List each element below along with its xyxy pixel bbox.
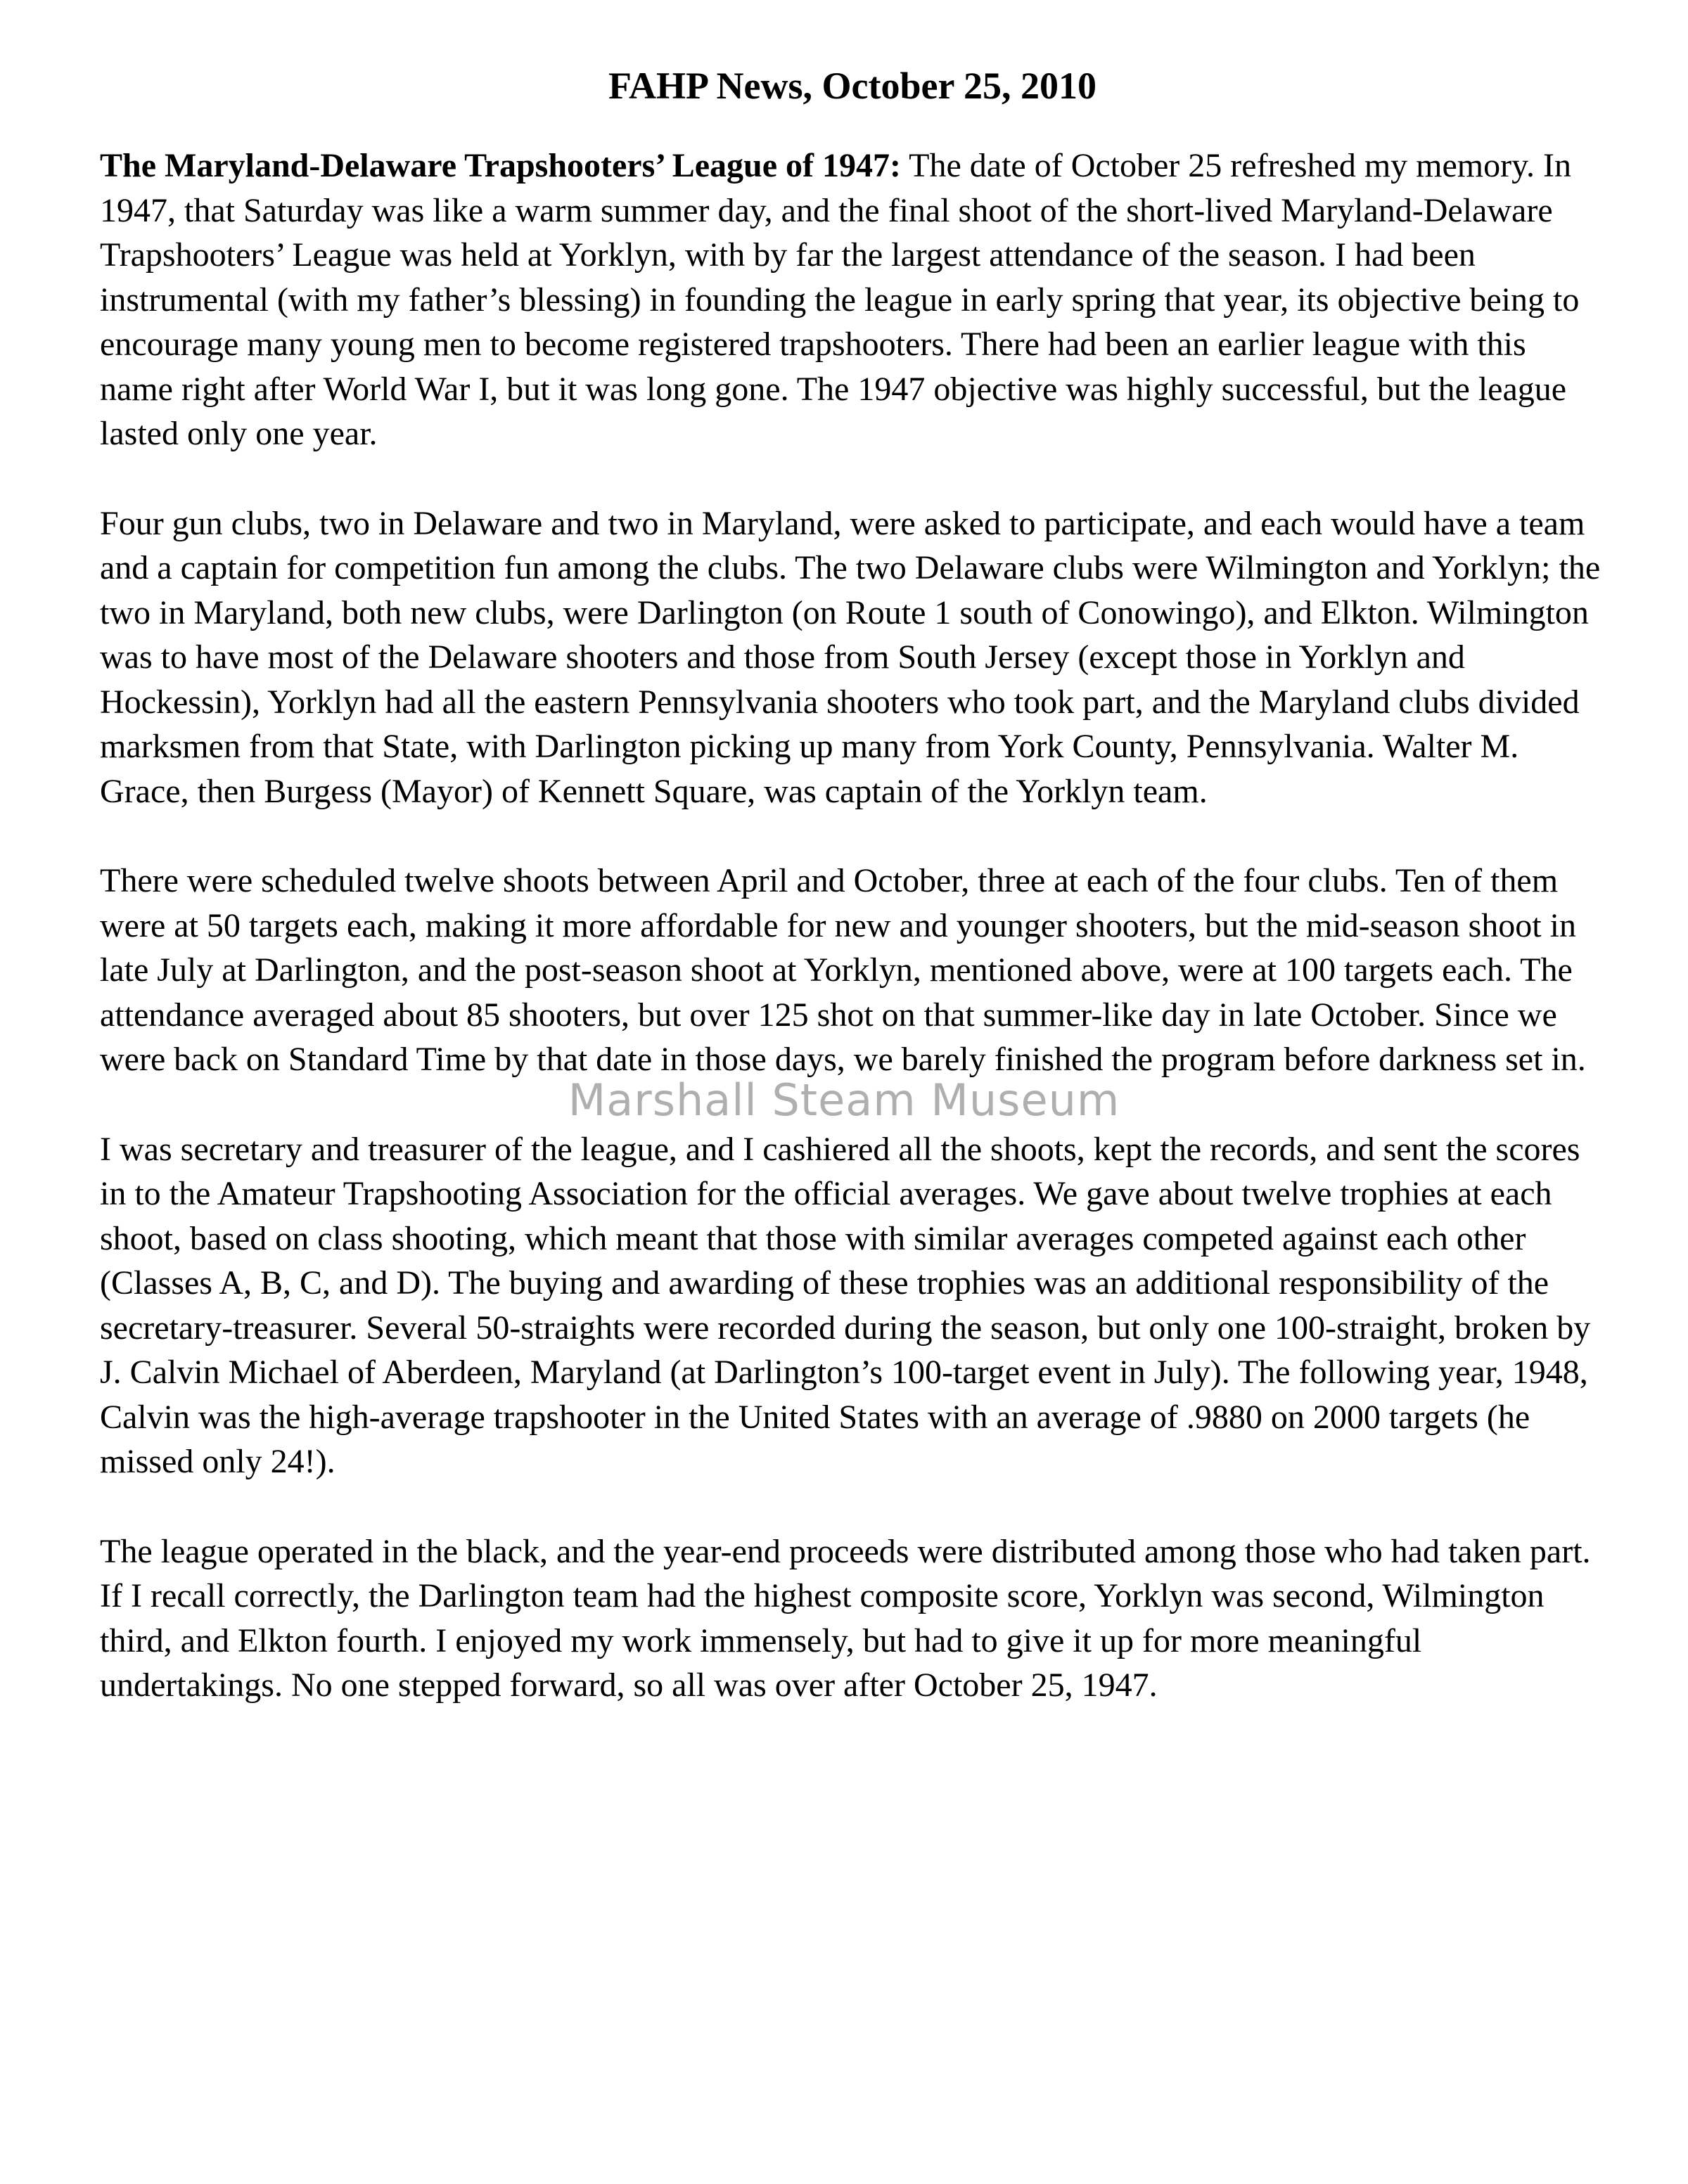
paragraph-4: I was secretary and treasurer of the league, and I cashiered all the shoots, kept the records, and sent the scores in to the Amateur Trapshooting Association for the official averages. We gave about twelve trophies at each shoot, based on class shooting, which meant that those with similar averages competed against each other (Classes A, B, C, and D). The buying and awarding of these trophies was an additional responsibility of the secretary-treasurer. Several 50-straights were recorded during the season, but only one 100-straight, broken by J. Calvin Michael of Aberdeen, Maryland (at Darlington’s 100-target event in July). The following year, 1948, Calvin was the high-average trapshooter in the United States with an average of .9880 on 2000 targets (he missed only 24!). [100, 1130, 1591, 1480]
section-heading: The Maryland-Delaware Trapshooters’ League of 1947: [100, 147, 901, 184]
page-title: FAHP News, October 25, 2010 [608, 65, 1096, 107]
document-page [100, 59, 1605, 1753]
paragraph-1 [100, 143, 1605, 456]
paragraph-5: The league operated in the black, and the year-end proceeds were distributed among those who had taken part. If I recall correctly, the Darlington team had the highest composite score, Yorklyn was second, Wilmington third, and Elkton fourth. I enjoyed my work immensely, but had to give it up for more meaningful undertakings. No one stepped forward, so all was over after October 25, 1947. [100, 1532, 1591, 1704]
watermark: Marshall Steam Museum [568, 1074, 1120, 1126]
paragraph-2: Four gun clubs, two in Delaware and two in Maryland, were asked to participate, and each would have a team and a captain for competition fun among the clubs. The two Delaware clubs were Wilmington and Yorklyn; the two in Maryland, both new clubs, were Darlington (on Route 1 south of Conowingo), and Elkton. Wilmington was to have most of the Delaware shooters and those from South Jersey (except those in Yorklyn and Hockessin), Yorklyn had all the eastern Pennsylvania shooters who took part, and the Maryland clubs divided marksmen from that State, with Darlington picking up many from York County, Pennsylvania. Walter M. Grace, then Burgess (Mayor) of Kennett Square, was captain of the Yorklyn team. [100, 504, 1601, 810]
paragraph-1-body: The date of October 25 refreshed my memory. In 1947, that Saturday was like a warm summer day, and the final shoot of the short-lived Maryland-Delaware Trapshooters’ League was held at Yorklyn, with by far the largest attendance of the season. I had been instrumental (with my father’s blessing) in founding the league in early spring that year, its objective being to encourage many young men to become registered trapshooters. There had been an earlier league with this name right after World War I, but it was long gone. The 1947 objective was highly successful, but the league lasted only one year. [100, 147, 1580, 452]
paragraph-3: There were scheduled twelve shoots between April and October, three at each of the four clubs. Ten of them were at 50 targets each, making it more affordable for new and younger shooters, but the mid-season shoot in late July at Darlington, and the post-season shoot at Yorklyn, mentioned above, were at 100 targets each. The attendance averaged about 85 shooters, but over 125 shot on that summer-like day in late October. Since we were back on Standard Time by that date in those days, we barely finished the program before darkness set in. [100, 862, 1586, 1078]
